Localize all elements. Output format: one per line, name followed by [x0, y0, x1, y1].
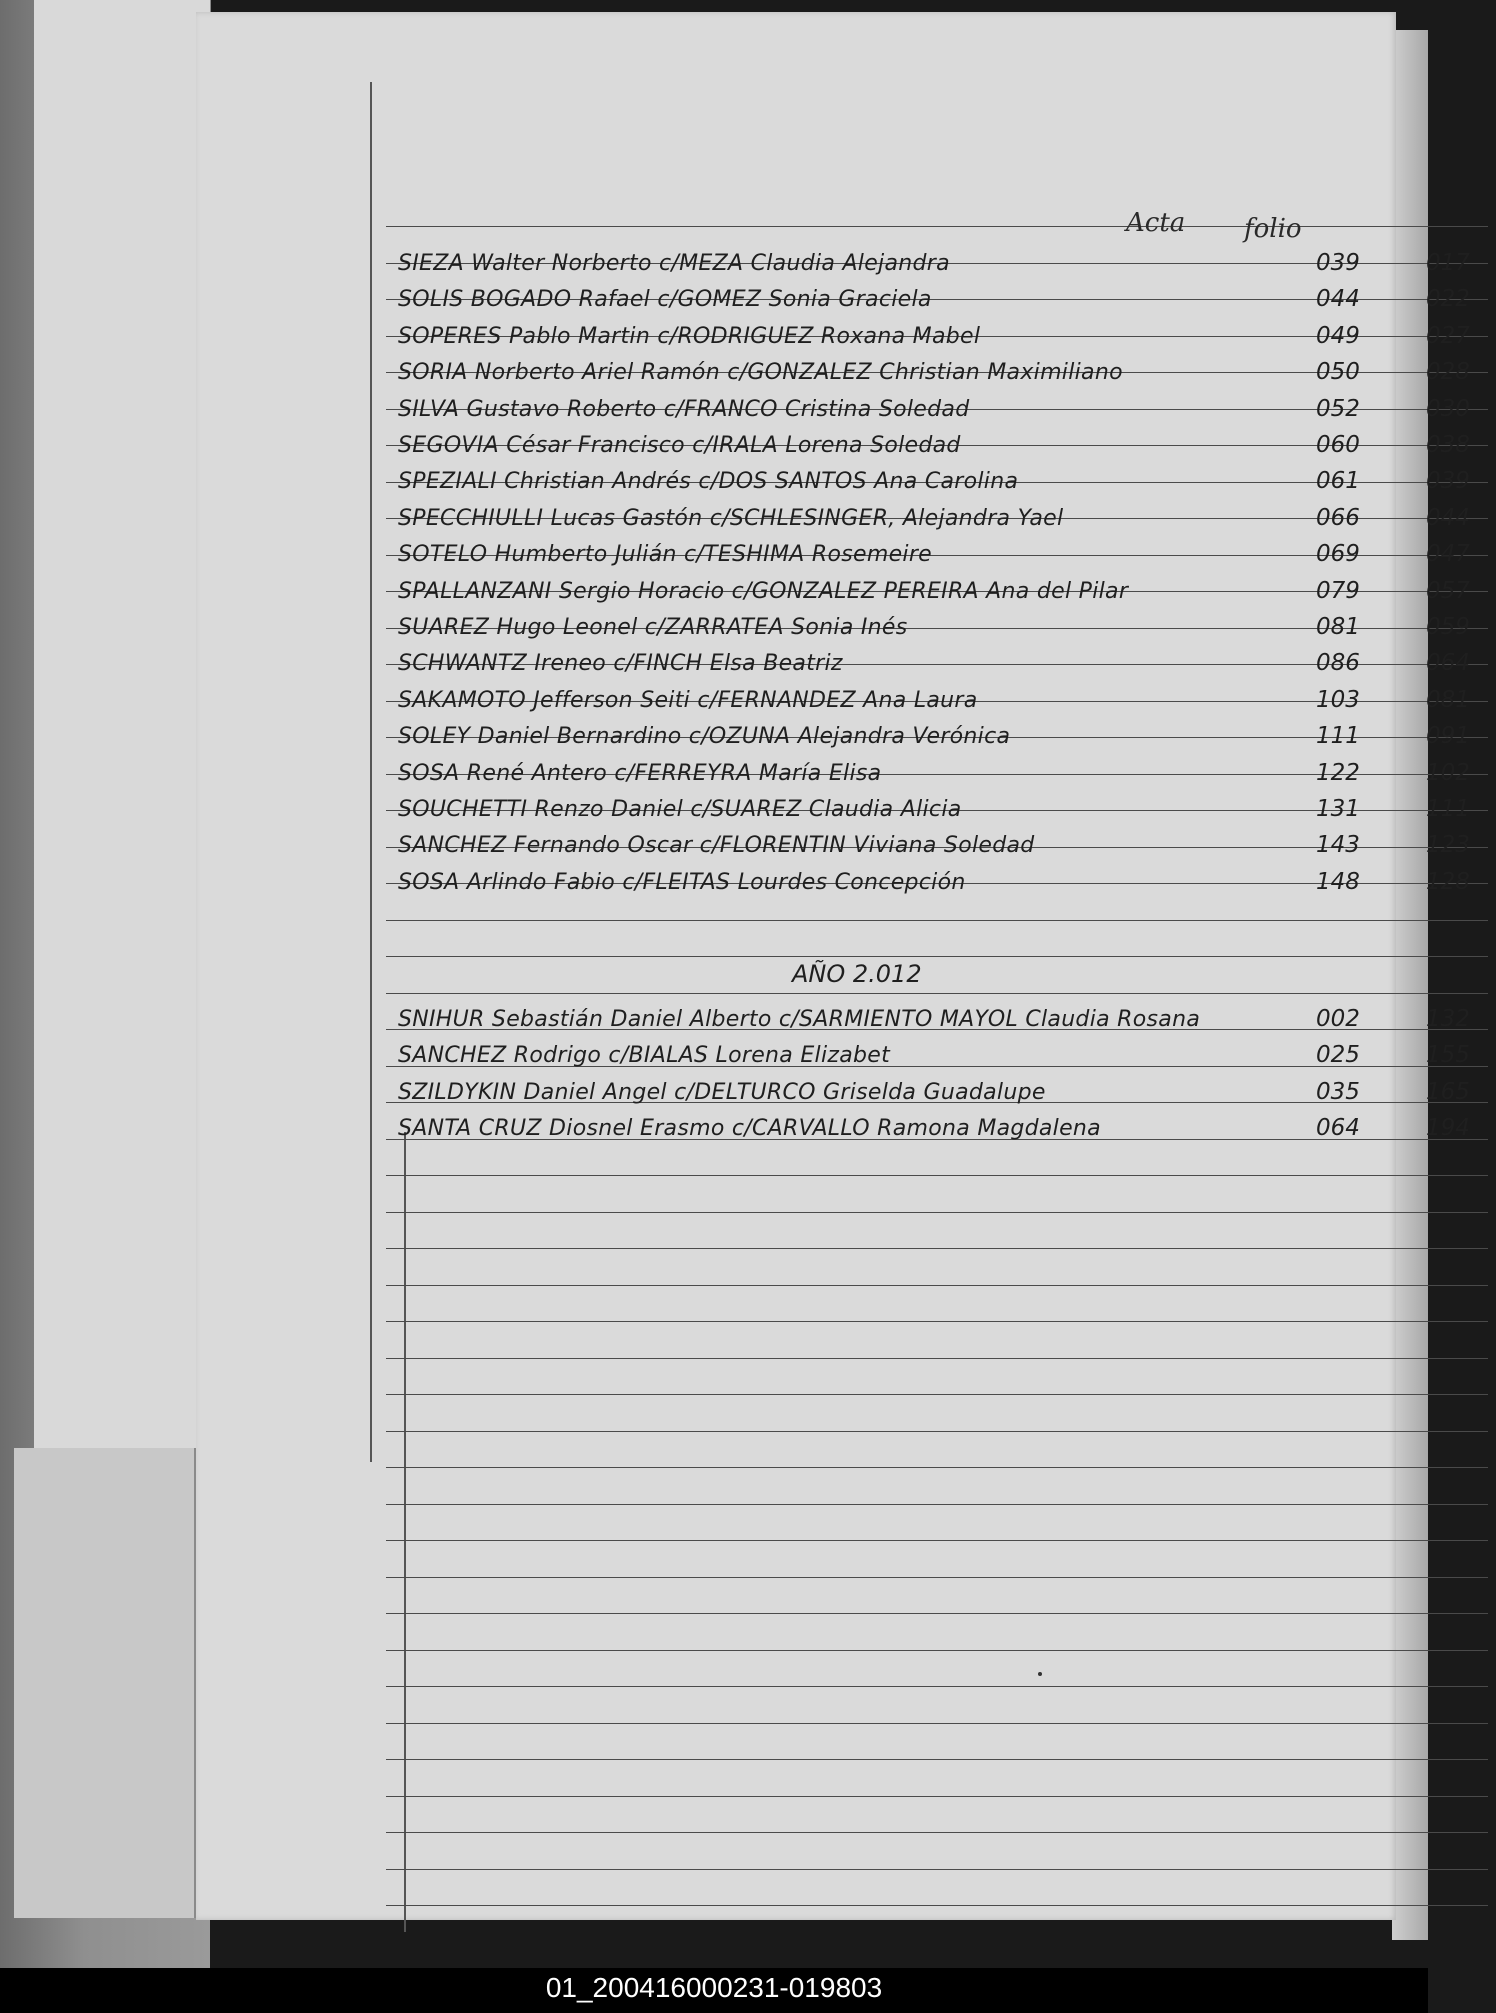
acta-number: 081 — [1316, 614, 1360, 640]
ruled-line — [386, 1577, 1488, 1578]
ruled-line — [386, 1905, 1488, 1906]
acta-number: 131 — [1316, 796, 1360, 822]
party-names: SNIHUR Sebastián Daniel Alberto c/SARMIENTO MAYOL Claudia Rosana — [398, 1007, 1201, 1032]
folio-number: 194 — [1426, 1115, 1470, 1142]
acta-number: 111 — [1316, 723, 1360, 750]
entry-row — [396, 608, 1496, 644]
folio-number: 027 — [1426, 322, 1470, 349]
party-names: SORIA Norberto Ariel Ramón c/GONZALEZ Christian Maximiliano — [398, 360, 1123, 386]
party-names: SPEZIALI Christian Andrés c/DOS SANTOS Ana Carolina — [398, 469, 1019, 495]
entry-row — [396, 863, 1496, 899]
margin-rule — [370, 82, 372, 1462]
folio-number: 081 — [1426, 686, 1470, 713]
entry-row — [396, 426, 1496, 462]
acta-header: Acta — [1126, 208, 1186, 238]
party-names: SUAREZ Hugo Leonel c/ZARRATEA Sonia Inés — [398, 615, 908, 640]
ruled-line — [386, 1796, 1488, 1797]
ruled-line — [386, 1650, 1488, 1651]
acta-number: 061 — [1316, 468, 1360, 495]
acta-number: 039 — [1316, 250, 1360, 276]
entry-row — [396, 644, 1496, 680]
party-names: SIEZA Walter Norberto c/MEZA Claudia Alejandra — [398, 251, 950, 276]
acta-number: 050 — [1316, 359, 1360, 386]
acta-number: 069 — [1316, 541, 1360, 568]
acta-number: 052 — [1316, 395, 1360, 422]
party-names: SANCHEZ Rodrigo c/BIALAS Lorena Elizabet — [398, 1043, 891, 1069]
acta-number: 122 — [1316, 759, 1360, 786]
entry-row — [396, 1036, 1496, 1072]
folio-number: 059 — [1426, 614, 1470, 640]
entry-row — [396, 1073, 1496, 1109]
acta-number: 044 — [1316, 286, 1360, 313]
index-tab-strip — [34, 0, 210, 1448]
party-names: SOLEY Daniel Bernardino c/OZUNA Alejandra Verónica — [398, 724, 1011, 750]
folio-number: 155 — [1426, 1042, 1470, 1069]
entry-row — [396, 572, 1496, 608]
ruled-line — [386, 226, 1488, 227]
party-names: SOTELO Humberto Julián c/TESHIMA Rosemeire — [398, 542, 932, 568]
ruled-line — [386, 920, 1488, 921]
acta-number: 060 — [1316, 432, 1360, 458]
acta-number: 066 — [1316, 504, 1360, 531]
party-names: SOUCHETTI Renzo Daniel c/SUAREZ Claudia Alicia — [398, 797, 962, 822]
ruled-line — [386, 1723, 1488, 1724]
folio-number: 132 — [1426, 1006, 1470, 1032]
folio-number: 165 — [1426, 1078, 1470, 1105]
acta-number: 064 — [1316, 1115, 1360, 1142]
acta-number: 002 — [1316, 1006, 1360, 1032]
ruled-line — [386, 1504, 1488, 1505]
party-names: SPECCHIULLI Lucas Gastón c/SCHLESINGER, Alejandra Yael — [398, 505, 1064, 531]
party-names: SILVA Gustavo Roberto c/FRANCO Cristina Soledad — [398, 396, 970, 422]
year-heading: AÑO 2.012 — [792, 960, 922, 988]
ruled-line — [386, 993, 1488, 994]
entry-row — [396, 462, 1496, 498]
entry-row — [396, 790, 1496, 826]
folio-number: 102 — [1426, 759, 1470, 786]
entry-row — [396, 353, 1496, 389]
folio-number: 044 — [1426, 504, 1470, 531]
ruled-line — [386, 1394, 1488, 1395]
folio-number: 057 — [1426, 577, 1470, 604]
ruled-line — [386, 956, 1488, 957]
ruled-line — [386, 1467, 1488, 1468]
ruled-line — [386, 1869, 1488, 1870]
folio-number: 091 — [1426, 723, 1470, 750]
party-names: SAKAMOTO Jefferson Seiti c/FERNANDEZ Ana Laura — [398, 687, 978, 713]
folio-number: 111 — [1426, 796, 1470, 822]
ledger-page — [196, 12, 1470, 1920]
party-names: SOLIS BOGADO Rafael c/GOMEZ Sonia Graciela — [398, 287, 932, 313]
folio-number: 039 — [1426, 468, 1470, 495]
ruled-line — [386, 1321, 1488, 1322]
ruled-line — [386, 1212, 1488, 1213]
page-stack — [14, 1448, 197, 1918]
entry-row — [396, 390, 1496, 426]
acta-number: 086 — [1316, 650, 1360, 677]
entry-row — [396, 1000, 1496, 1036]
party-names: SZILDYKIN Daniel Angel c/DELTURCO Griselda Guadalupe — [398, 1079, 1046, 1105]
ruled-line — [386, 1175, 1488, 1176]
folio-number: 028 — [1426, 359, 1470, 386]
folio-number: 064 — [1426, 650, 1470, 677]
ruled-line — [386, 1759, 1488, 1760]
acta-number: 049 — [1316, 322, 1360, 349]
entry-row — [396, 754, 1496, 790]
entry-row — [396, 681, 1496, 717]
folio-number: 022 — [1426, 286, 1470, 313]
entry-row — [396, 317, 1496, 353]
scan-label: 01_200416000231-019803 — [545, 1972, 883, 2003]
party-names: SOSA René Antero c/FERREYRA María Elisa — [398, 760, 882, 786]
party-names: SCHWANTZ Ireneo c/FINCH Elsa Beatriz — [398, 651, 843, 677]
entry-row — [396, 826, 1496, 862]
folio-number: 123 — [1426, 832, 1470, 859]
acta-number: 148 — [1316, 868, 1360, 895]
folio-number: 030 — [1426, 395, 1470, 422]
ruled-line — [386, 1540, 1488, 1541]
ruled-line — [386, 1613, 1488, 1614]
ruled-line — [386, 1686, 1488, 1687]
party-names: SOPERES Pablo Martin c/RODRIGUEZ Roxana Mabel — [398, 323, 981, 349]
party-names: SANTA CRUZ Diosnel Erasmo c/CARVALLO Ramona Magdalena — [398, 1116, 1101, 1142]
entry-row — [396, 499, 1496, 535]
ruled-line — [386, 1431, 1488, 1432]
entry-row — [396, 535, 1496, 571]
party-names: SOSA Arlindo Fabio c/FLEITAS Lourdes Concepción — [398, 869, 966, 895]
acta-number: 025 — [1316, 1042, 1360, 1069]
party-names: SPALLANZANI Sergio Horacio c/GONZALEZ PEREIRA Ana del Pilar — [398, 578, 1129, 604]
entry-row — [396, 717, 1496, 753]
entry-row — [396, 244, 1496, 280]
acta-number: 143 — [1316, 832, 1360, 859]
ruled-line — [386, 1248, 1488, 1249]
folio-number: 017 — [1426, 250, 1470, 276]
acta-number: 103 — [1316, 686, 1360, 713]
entry-row — [396, 280, 1496, 316]
ruled-line — [386, 1832, 1488, 1833]
folio-header: folio — [1244, 214, 1302, 244]
ruled-line — [386, 1285, 1488, 1286]
party-names: SANCHEZ Fernando Oscar c/FLORENTIN Viviana Soledad — [398, 833, 1035, 859]
folio-number: 128 — [1426, 868, 1470, 895]
margin-rule-lower — [404, 1132, 406, 1932]
acta-number: 035 — [1316, 1078, 1360, 1105]
ruled-line — [386, 1358, 1488, 1359]
party-names: SEGOVIA César Francisco c/IRALA Lorena Soledad — [398, 433, 961, 458]
entry-row — [396, 1109, 1496, 1145]
folio-number: 047 — [1426, 541, 1470, 568]
folio-number: 038 — [1426, 432, 1470, 458]
acta-number: 079 — [1316, 577, 1360, 604]
ink-dot — [1038, 1672, 1042, 1676]
